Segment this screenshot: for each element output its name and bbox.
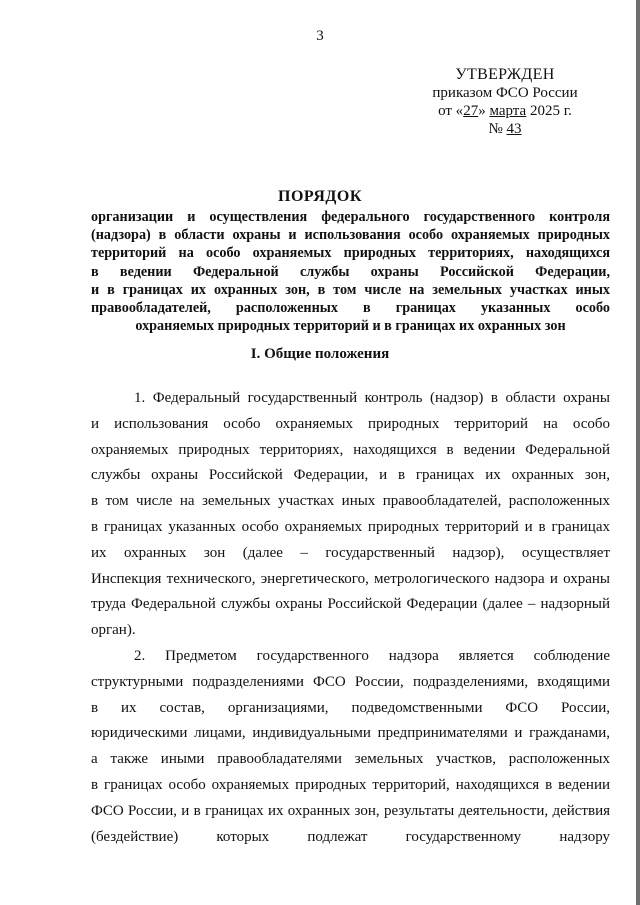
paragraph-2	[91, 644, 610, 850]
subtitle-line: охраняемых природных территорий и в границах их охранных зон	[135, 318, 566, 335]
document-title: ПОРЯДОК	[278, 188, 362, 205]
paragraph-line: ФСО России, и в границах их охранных зон, результаты деятельности, действия	[91, 802, 610, 819]
paragraph-line: их охранных зон (далее – государственный надзор), осуществляет	[91, 544, 610, 561]
section-heading: I. Общие положения	[250, 346, 390, 362]
paragraph-line: в их состав, организациями, подведомственными ФСО России,	[91, 699, 610, 716]
approval-date-day: 27	[463, 103, 479, 119]
paragraph-line: в границах указанных особо охраняемых природных территорий и в границах	[91, 518, 610, 535]
paragraph-line: охраняемых природных территориях, находящихся в ведении Федеральной	[91, 441, 610, 458]
paragraph-line: структурными подразделениями ФСО России, подразделениями, входящими	[91, 673, 610, 690]
approval-number-line	[400, 120, 610, 138]
paragraph-line: труда Федеральной службы охраны Российской Федерации (далее – надзорный	[91, 596, 610, 613]
subtitle-line: в ведении Федеральной службы охраны Российской Федерации,	[91, 263, 610, 280]
document-subtitle	[91, 208, 610, 335]
approval-date-line	[400, 102, 610, 120]
paragraph-line: и использования особо охраняемых природных территорий на особо	[91, 415, 610, 432]
approval-title: УТВЕРЖДЕН	[455, 66, 555, 83]
approval-block	[400, 66, 610, 138]
subtitle-line: территорий на особо охраняемых природных территориях, находящихся	[91, 245, 610, 262]
paragraph-line: службы охраны Российской Федерации, и в границах их охранных зон,	[91, 467, 610, 484]
paragraph-line: (бездействие) которых подлежат государственному надзору	[91, 828, 610, 845]
paragraph-1	[91, 386, 610, 644]
paragraph-line: 2. Предметом государственного надзора является соблюдение	[134, 648, 610, 664]
page-number: 3	[316, 28, 324, 44]
approval-date-month: марта	[489, 103, 527, 119]
subtitle-line: организации и осуществления федерального государственного контроля	[91, 209, 610, 225]
subtitle-line: и в границах их охранных зон, в том числе на земельных участках иных	[91, 281, 610, 298]
subtitle-line: (надзора) в области охраны и использования особо охраняемых природных	[91, 227, 610, 244]
paragraph-line: в том числе на земельных участках иных правообладателей, расположенных	[91, 493, 610, 510]
approval-date-prefix: от «	[438, 103, 464, 119]
approval-number-prefix: №	[488, 121, 507, 137]
scan-edge-line	[636, 0, 640, 905]
approval-date-mid: »	[478, 103, 490, 119]
approval-date-year: 2025 г.	[526, 103, 572, 119]
paragraph-line: юридическими лицами, индивидуальными предпринимателями и гражданами,	[91, 725, 610, 742]
paragraph-line: орган).	[91, 622, 136, 639]
approval-number-value: 43	[506, 121, 522, 137]
paragraph-line: в границах особо охраняемых природных территорий, находящихся в ведении	[91, 776, 610, 793]
paragraph-line: Инспекция технического, энергетического, метрологического надзора и охраны	[91, 570, 610, 587]
paragraph-line: а также иными правообладателями земельных участков, расположенных	[91, 751, 610, 768]
subtitle-line: правообладателей, расположенных в границах указанных особо	[91, 299, 610, 316]
paragraph-line: 1. Федеральный государственный контроль (надзор) в области охраны	[134, 390, 610, 406]
approval-order-line: приказом ФСО России	[432, 85, 578, 101]
